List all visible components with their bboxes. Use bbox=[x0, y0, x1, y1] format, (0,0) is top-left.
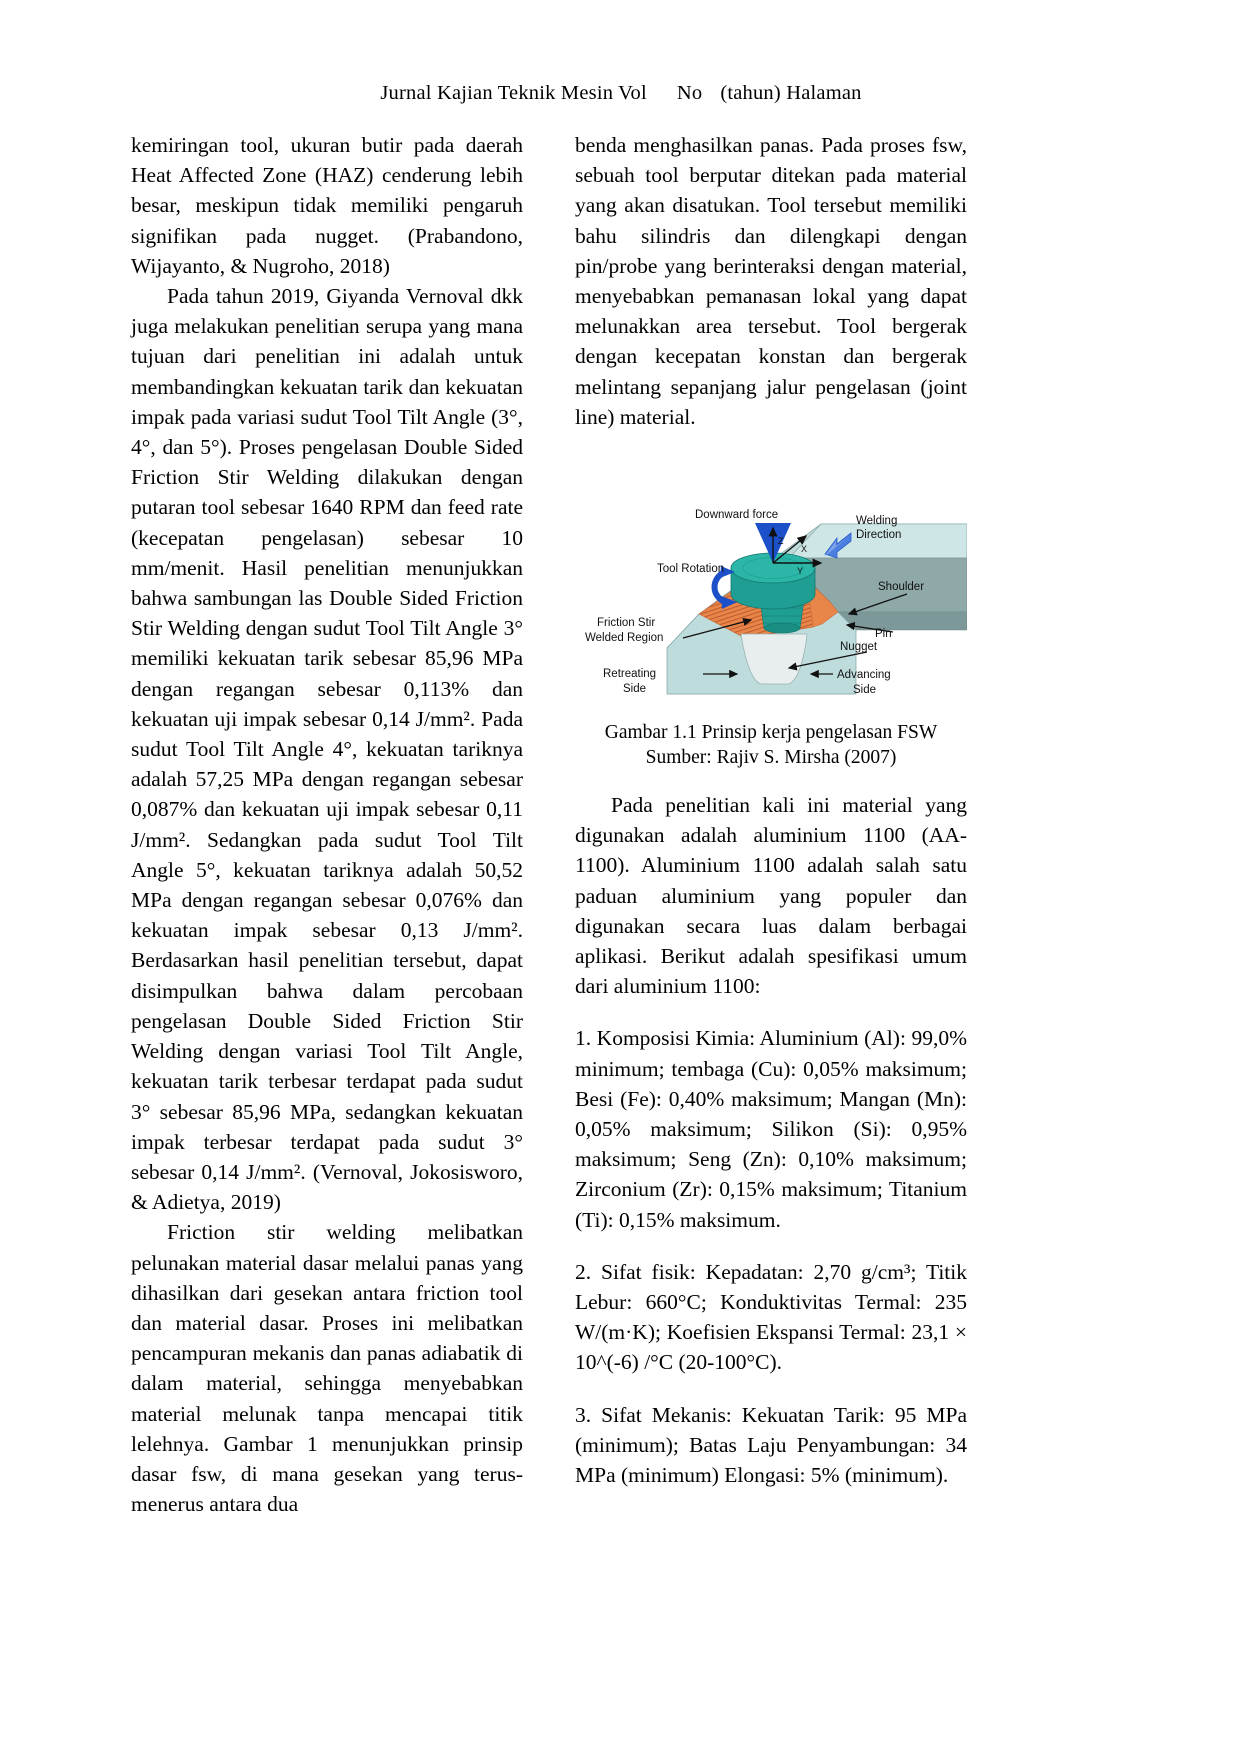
axis-z-label: Z bbox=[778, 536, 784, 547]
label-tool-rotation: Tool Rotation bbox=[657, 563, 725, 576]
label-welding-direction-2: Direction bbox=[856, 529, 902, 542]
two-column-body bbox=[131, 130, 1111, 1519]
paragraph-fsw-tool: benda menghasilkan panas. Pada proses fsw, sebuah tool berputar ditekan pada material yang akan disatukan. Tool tersebut memiliki bahu silindris dan dilengkapi dengan pin/probe yang berinteraksi dengan material, menyebabkan pemanasan lokal yang dapat melunakkan area tersebut. Tool bergerak dengan kecepatan konstan dan bergerak melintang sepanjang jalur pengelasan (joint line) material. bbox=[575, 133, 967, 429]
label-friction-stir-2: Welded Region bbox=[585, 632, 664, 645]
label-retreating-2: Side bbox=[623, 683, 647, 696]
figure-caption bbox=[575, 720, 967, 770]
running-head-journal: Jurnal Kajian Teknik Mesin Vol bbox=[380, 82, 647, 104]
figure-caption-line2: Sumber: Rajiv S. Mirsha (2007) bbox=[645, 747, 897, 769]
figure-caption-line1: Gambar 1.1 Prinsip kerja pengelasan FSW bbox=[604, 722, 938, 744]
label-retreating-1: Retreating bbox=[603, 668, 657, 681]
label-advancing-1: Advancing bbox=[837, 669, 891, 682]
paragraph-fsw-principle: Friction stir welding melibatkan pelunakan material dasar melalui panas yang dihasilkan dari gesekan antara friction tool dan material dasar. Proses ini melibatkan pencampuran mekanis dan panas adiabatik di dalam material, sehingga menyebabkan material melunak tanpa mencapai titik lelehnya. Gambar 1 menunjukkan prinsip dasar fsw, di mana gesekan yang terus-menerus antara dua bbox=[131, 1220, 523, 1517]
paragraph-sifat-mekanis: 3. Sifat Mekanis: Kekuatan Tarik: 95 MPa (minimum); Batas Laju Penyambungan: 34 MPa (minimum) Elongasi: 5% (minimum). bbox=[575, 1402, 967, 1488]
figure-image bbox=[575, 462, 967, 710]
axis-x-label: X bbox=[801, 544, 808, 555]
left-column bbox=[131, 130, 523, 1519]
label-welding-direction-1: Welding bbox=[856, 515, 898, 528]
paragraph-material-aa1100: Pada penelitian kali ini material yang digunakan adalah aluminium 1100 (AA-1100). Aluminium 1100 adalah salah satu paduan aluminium yang populer dan digunakan secara luas dalam berbagai aplikasi. Berikut adalah spesifikasi umum dari aluminium 1100: bbox=[575, 793, 967, 999]
label-advancing-2: Side bbox=[853, 684, 877, 697]
fsw-diagram-svg bbox=[575, 462, 967, 710]
running-head bbox=[0, 82, 1242, 105]
label-pin: Pin bbox=[875, 628, 892, 641]
paragraph-komposisi-kimia: 1. Komposisi Kimia: Aluminium (Al): 99,0% minimum; tembaga (Cu): 0,05% maksimum; Besi (Fe): 0,40% maksimum; Mangan (Mn): 0,05% maksimum; Silikon (Si): 0,95% maksimum; Seng (Zn): 0,10% maksimum; Zirconium (Zr): 0,15% maksimum; Titanium (Ti): 0,15% maksimum. bbox=[575, 1026, 967, 1232]
paragraph-sifat-fisik: 2. Sifat fisik: Kepadatan: 2,70 g/cm³; Titik Lebur: 660°C; Konduktivitas Termal: 235 W/(m·K); Koefisien Ekspansi Termal: 23,1 × 10^(-6) /°C (20-100°C). bbox=[575, 1259, 967, 1375]
label-nugget: Nugget bbox=[840, 641, 878, 654]
axis-y-label: Y bbox=[797, 566, 804, 577]
paragraph-haz: kemiringan tool, ukuran butir pada daerah Heat Affected Zone (HAZ) cenderung lebih besar, meskipun tidak memiliki pengaruh signifikan pada nugget. (Prabandono, Wijayanto, & Nugroho, 2018) bbox=[131, 133, 523, 278]
paragraph-vernoval-study: Pada tahun 2019, Giyanda Vernoval dkk juga melakukan penelitian serupa yang mana tujuan dari penelitian ini adalah untuk membandingkan kekuatan tarik dan kekuatan impak pada variasi sudut Tool Tilt Angle (3°, 4°, dan 5°). Proses pengelasan Double Sided Friction Stir Welding dilakukan dengan putaran tool sebesar 1640 RPM dan feed rate (kecepatan pengelasan) sebesar 10 mm/menit. Hasil penelitian menunjukkan bahwa sambungan las Double Sided Friction Stir Welding dengan sudut Tool Tilt Angle 3° memiliki kekuatan tarik sebesar 85,96 MPa dengan regangan sebesar 0,113% dan kekuatan uji impak sebesar 0,14 J/mm². Pada sudut Tool Tilt Angle 4°, kekuatan tariknya adalah 57,25 MPa dengan regangan sebesar 0,087% dan kekuatan uji impak sebesar 0,11 J/mm². Sedangkan pada sudut Tool Tilt Angle 5°, kekuatan tariknya adalah 50,52 MPa dengan regangan sebesar 0,076% dan kekuatan impak sebesar 0,13 J/mm². Berdasarkan hasil penelitian tersebut, dapat disimpulkan bahwa dalam percobaan pengelasan Double Sided Friction Stir Welding dengan variasi Tool Tilt Angle, kekuatan tarik terbesar terdapat pada sudut 3° sebesar 85,96 MPa, sedangkan kekuatan impak terbesar terdapat pada sudut 3° sebesar 0,14 J/mm². (Vernoval, Jokosisworo, & Adietya, 2019) bbox=[131, 284, 523, 1215]
label-downward-force: Downward force bbox=[695, 509, 779, 522]
right-column bbox=[575, 130, 967, 1519]
running-head-issue: No bbox=[676, 82, 703, 104]
running-head-year: (tahun) Halaman bbox=[720, 82, 862, 104]
label-shoulder: Shoulder bbox=[878, 581, 925, 594]
label-friction-stir-1: Friction Stir bbox=[597, 617, 656, 630]
figure-fsw bbox=[575, 462, 967, 770]
